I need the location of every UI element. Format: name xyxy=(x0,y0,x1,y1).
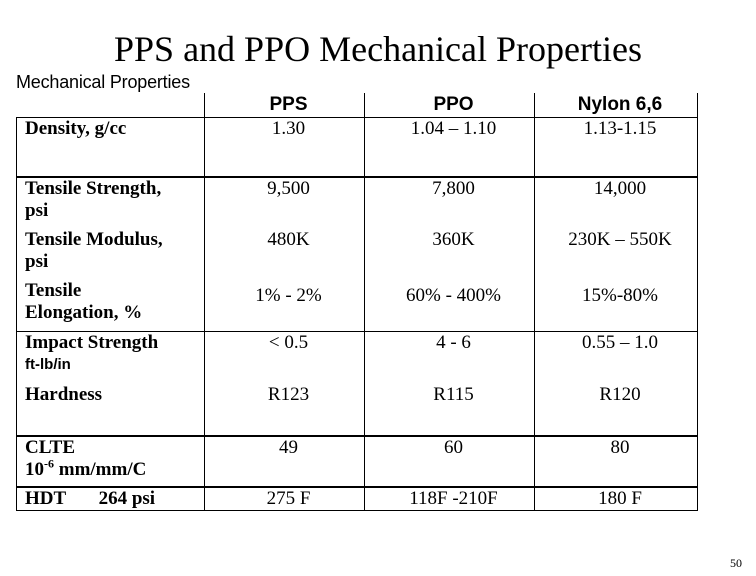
cell-nylon xyxy=(535,280,698,332)
cell-nylon: 14,000 xyxy=(535,177,698,229)
cell-nylon: 0.55 – 1.0 xyxy=(535,332,698,384)
cell-pps: < 0.5 xyxy=(205,332,365,384)
cell-value: 60% - 400% xyxy=(406,284,501,306)
cell-value: 15%-80% xyxy=(582,284,658,306)
mechanical-properties-table xyxy=(16,93,698,511)
cell-pps: 275 F xyxy=(205,487,365,511)
table-row xyxy=(17,280,698,332)
cell-ppo: 7,800 xyxy=(365,177,535,229)
row-label-line: Density, g/cc xyxy=(25,118,127,139)
cell-nylon: 80 xyxy=(535,436,698,487)
header-pps: PPS xyxy=(205,93,365,118)
row-label-unit: psi xyxy=(25,250,49,272)
slide-title: PPS and PPO Mechanical Properties xyxy=(114,29,642,69)
unit-exponent: -6 xyxy=(44,456,54,471)
cell-pps xyxy=(205,280,365,332)
table-row xyxy=(17,332,698,384)
header-cell-empty xyxy=(17,93,205,118)
row-label-unit: psi xyxy=(25,199,49,221)
table-row xyxy=(17,177,698,229)
cell-ppo: 118F -210F xyxy=(365,487,535,511)
cell-pps: 49 xyxy=(205,436,365,487)
row-label-tensile-strength xyxy=(17,177,205,229)
row-label-hdt xyxy=(17,487,205,511)
cell-nylon: 1.13-1.15 xyxy=(535,118,698,177)
table-row xyxy=(17,384,698,436)
row-label-line: Impact Strength xyxy=(25,332,159,353)
cell-ppo: 1.04 – 1.10 xyxy=(365,118,535,177)
cell-pps: 480K xyxy=(205,229,365,280)
row-label-line: CLTE xyxy=(25,436,75,458)
cell-ppo: 60 xyxy=(365,436,535,487)
row-label-condition: 264 psi xyxy=(98,487,156,509)
row-label-tensile-elongation xyxy=(17,280,205,332)
row-label-line: Tensile Modulus, xyxy=(25,228,163,250)
cell-ppo: 4 - 6 xyxy=(365,332,535,384)
slide-number: 50 xyxy=(730,556,742,570)
cell-ppo: R115 xyxy=(365,384,535,436)
cell-ppo: 360K xyxy=(365,229,535,280)
row-label-density xyxy=(17,118,205,177)
cell-pps: 1.30 xyxy=(205,118,365,177)
row-label-tensile-modulus xyxy=(17,229,205,280)
row-label-line: HDT xyxy=(25,487,66,509)
row-label-unit xyxy=(25,456,204,481)
table-row xyxy=(17,118,698,177)
row-label-hardness xyxy=(17,384,205,436)
cell-ppo xyxy=(365,280,535,332)
table-row xyxy=(17,229,698,280)
row-label-line: Hardness xyxy=(25,383,103,405)
table-header-row xyxy=(17,93,698,118)
row-label-impact-strength xyxy=(17,332,205,384)
table-caption: Mechanical Properties xyxy=(16,72,190,92)
header-nylon: Nylon 6,6 xyxy=(535,93,698,118)
cell-nylon: 230K – 550K xyxy=(535,229,698,280)
unit-base: 10 xyxy=(25,458,44,480)
table-row xyxy=(17,436,698,487)
cell-pps: 9,500 xyxy=(205,177,365,229)
header-ppo: PPO xyxy=(365,93,535,118)
row-label-unit: ft-lb/in xyxy=(25,356,71,373)
cell-pps: R123 xyxy=(205,384,365,436)
unit-rest: mm/mm/C xyxy=(54,458,147,480)
cell-nylon: 180 F xyxy=(535,487,698,511)
table-row xyxy=(17,487,698,511)
cell-value: 1% - 2% xyxy=(255,284,322,306)
row-label-unit: Elongation, % xyxy=(25,301,143,323)
cell-nylon: R120 xyxy=(535,384,698,436)
row-label-line: Tensile xyxy=(25,279,82,301)
row-label-line: Tensile Strength, xyxy=(25,177,162,199)
row-label-clte xyxy=(17,436,205,487)
